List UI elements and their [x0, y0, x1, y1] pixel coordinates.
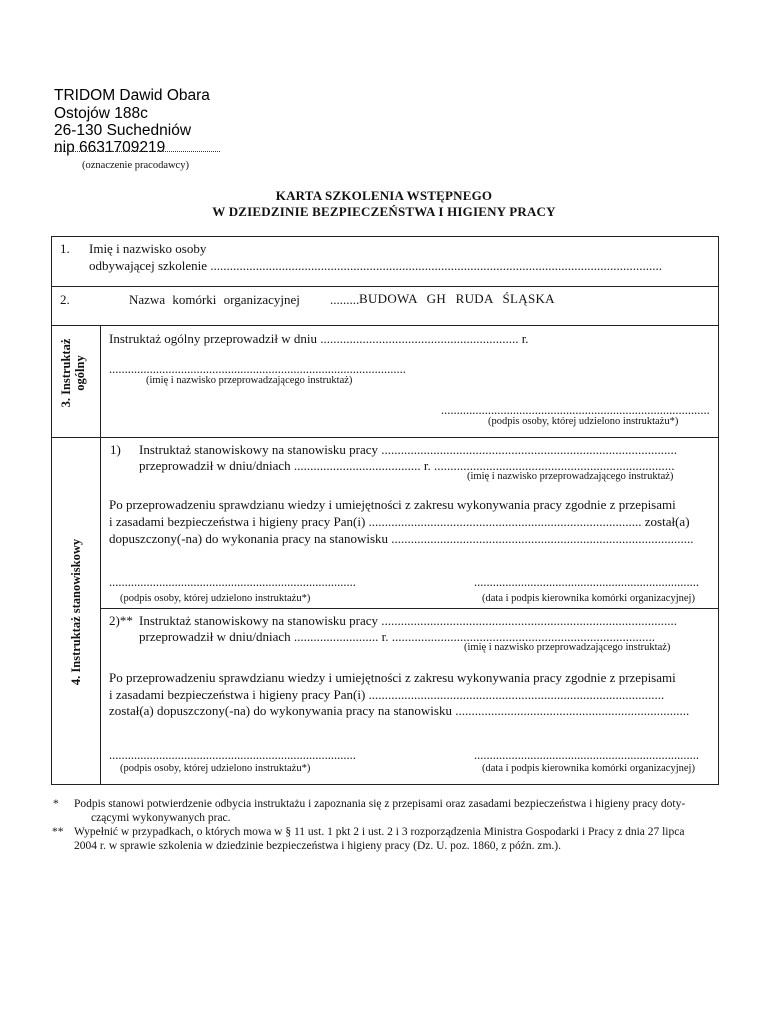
section4-part1-date-field[interactable]: przeprowadził w dniu/dniach ....................................... r. ..........................................................................: [139, 458, 675, 473]
document-title-line1: KARTA SZKOLENIA WSTĘPNEGO: [275, 188, 493, 203]
section4-part2-date-field[interactable]: przeprowadził w dniu/dniach .......................... r. .................................................................................: [139, 629, 655, 644]
row-divider-4: [100, 608, 719, 609]
section4-part2-number: 2)**: [109, 613, 133, 628]
section4-part1-employee-field[interactable]: i zasadami bezpieczeństwa i higieny pracy Pan(i) .................................................................................... został(a): [109, 514, 690, 529]
section4-part2-signature-caption: (podpis osoby, której udzielono instruktażu*): [120, 763, 311, 774]
employer-city: 26-130 Suchedniów: [54, 122, 192, 139]
section4-part2-position-field[interactable]: Instruktaż stanowiskowy na stanowisku pracy ...........................................................................................: [139, 613, 678, 628]
section3-instructor-caption: (imię i nazwisko przeprowadzającego instruktaż): [146, 375, 353, 386]
employer-street: Ostojów 188c: [54, 105, 148, 122]
section1-number: 1.: [60, 241, 70, 256]
section2-unit-value[interactable]: BUDOWA GH RUDA ŚLĄSKA: [359, 291, 555, 306]
section4-part1-manager-caption: (data i podpis kierownika komórki organizacyjnej): [482, 593, 695, 604]
section3-side-label-line2: ogólny: [73, 355, 87, 391]
row-divider-3: [51, 437, 719, 438]
section4-part2-manager-signature-field[interactable]: ........................................................................: [474, 748, 699, 762]
row-divider-2: [51, 325, 719, 326]
section4-part2-manager-caption: (data i podpis kierownika komórki organizacyjnej): [482, 763, 695, 774]
side-column-divider: [100, 325, 101, 785]
section2-dots: .........: [330, 292, 360, 307]
section3-signature-caption: (podpis osoby, której udzielono instruktażu*): [488, 416, 679, 427]
section4-part1-signature-field[interactable]: ...............................................................................: [109, 575, 356, 589]
document-title-line2: W DZIEDZINIE BEZPIECZEŃSTWA I HIGIENY PRACY: [212, 204, 556, 219]
section3-instructor-field[interactable]: ...............................................................................................: [109, 362, 406, 376]
employer-nip: nip 6631709219: [54, 139, 166, 156]
section4-part1-manager-signature-field[interactable]: ........................................................................: [474, 575, 699, 589]
section3-side-label-line1: 3. Instruktaż: [59, 338, 73, 408]
section4-part1-para1: Po przeprowadzeniu sprawdzianu wiedzy i umiejętności z zakresu wykonywania pracy zgodnie z przepisami: [109, 497, 676, 512]
section4-part2-admission-field[interactable]: został(a) dopuszczony(-na) do wykonywania pracy na stanowisku ........................................................................: [109, 703, 690, 718]
section4-part1-admission-field[interactable]: dopuszczony(-na) do wykonania pracy na stanowisku .............................................................................................: [109, 531, 694, 546]
section4-part2-instructor-caption: (imię i nazwisko przeprowadzającego instruktaż): [464, 642, 671, 653]
footnote-star2-line2: 2004 r. w sprawie szkolenia w dziedzinie bezpieczeństwa i higieny pracy (Dz. U. poz. 1860, z późn. zm.).: [74, 840, 561, 852]
section4-part1-signature-caption: (podpis osoby, której udzielono instruktażu*): [120, 593, 311, 604]
footnote-star1-mark: *: [53, 798, 59, 810]
section1-label-line1: Imię i nazwisko osoby: [89, 241, 207, 256]
section4-part2-employee-field[interactable]: i zasadami bezpieczeństwa i higieny pracy Pan(i) ...........................................................................................: [109, 687, 665, 702]
section3-date-field[interactable]: Instruktaż ogólny przeprowadził w dniu ............................................................. r.: [109, 331, 529, 346]
section4-part1-position-field[interactable]: Instruktaż stanowiskowy na stanowisku pracy ...........................................................................................: [139, 442, 678, 457]
section2-number: 2.: [60, 292, 70, 307]
section4-part1-number: 1): [110, 442, 121, 457]
section4-part2-signature-field[interactable]: ...............................................................................: [109, 748, 356, 762]
section2-label: Nazwa komórki organizacyjnej: [129, 292, 300, 307]
section4-part1-instructor-caption: (imię i nazwisko przeprowadzającego instruktaż): [467, 471, 674, 482]
employer-name: TRIDOM Dawid Obara: [54, 87, 210, 104]
footnote-star1-line1: Podpis stanowi potwierdzenie odbycia instruktażu i zapoznania się z przepisami oraz zasadami bezpieczeństwa i higieny pracy doty-: [74, 798, 686, 810]
section3-side-label: [59, 317, 89, 429]
section4-part2-para1: Po przeprowadzeniu sprawdzianu wiedzy i umiejętności z zakresu wykonywania pracy zgodnie z przepisami: [109, 670, 676, 685]
employer-caption: (oznaczenie pracodawcy): [82, 160, 189, 171]
employer-dotted-line: [54, 151, 220, 152]
section4-side-label: 4. Instruktaż stanowiskowy: [69, 538, 83, 686]
footnote-star2-mark: **: [52, 826, 64, 838]
section1-name-field[interactable]: odbywającej szkolenie ...........................................................................................................................................: [89, 258, 663, 273]
row-divider-1: [51, 286, 719, 287]
section3-signature-field[interactable]: ......................................................................................: [441, 403, 710, 417]
footnote-star2-line1: Wypełnić w przypadkach, o których mowa w § 11 ust. 1 pkt 2 i ust. 2 i 3 rozporządzenia Ministra Gospodarki i Pracy z dnia 27 lipca: [74, 826, 685, 838]
footnote-star1-line2: czącymi wykonywanych prac.: [91, 812, 231, 824]
